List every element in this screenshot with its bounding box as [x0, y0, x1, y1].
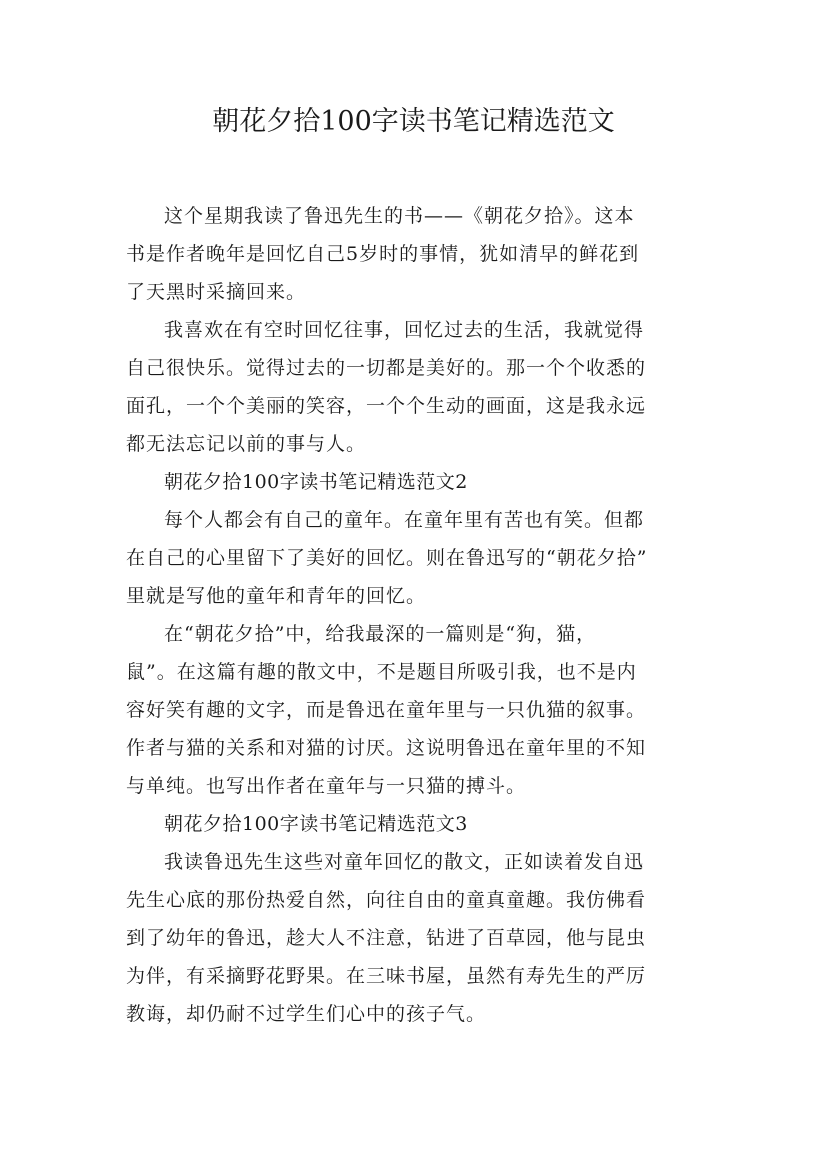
paragraph-line: 与单纯。也写出作者在童年与一只猫的搏斗。 [126, 775, 527, 797]
paragraph-line: 自己很快乐。觉得过去的一切都是美好的。那一个个收悉的 [126, 357, 647, 379]
paragraph-line: 作者与猫的关系和对猫的讨厌。这说明鲁迅在童年里的不知 [126, 737, 647, 759]
paragraph-line: 这个星期我读了鲁迅先生的书——《朝花夕拾》。这本 [164, 205, 635, 227]
document-title: 朝花夕拾100字读书笔记精选范文 [212, 106, 615, 137]
paragraph-line: 都无法忘记以前的事与人。 [126, 433, 367, 455]
paragraph [126, 311, 706, 463]
paragraph-line: 教诲，却仍耐不过学生们心中的孩子气。 [126, 1003, 487, 1025]
paragraph-line: 我喜欢在有空时回忆往事，回忆过去的生活，我就觉得 [164, 319, 645, 341]
paragraph-line: 里就是写他的童年和青年的回忆。 [126, 585, 427, 607]
paragraph [126, 501, 706, 615]
document-body [126, 197, 706, 1033]
paragraph-line: 书是作者晚年是回忆自己5岁时的事情，犹如清早的鲜花到 [126, 243, 640, 265]
section-heading: 朝花夕拾100字读书笔记精选范文2 [164, 471, 468, 493]
paragraph-line: 我读鲁迅先生这些对童年回忆的散文，正如读着发自迅 [164, 851, 645, 873]
paragraph-line: 每个人都会有自己的童年。在童年里有苦也有笑。但都 [164, 509, 645, 531]
paragraph-line: 在自己的心里留下了美好的回忆。则在鲁迅写的“朝花夕拾” [126, 547, 648, 569]
paragraph-line: 到了幼年的鲁迅，趁大人不注意，钻进了百草园，他与昆虫 [126, 927, 647, 949]
paragraph [126, 615, 706, 805]
paragraph-line: 为伴，有采摘野花野果。在三味书屋，虽然有寿先生的严厉 [126, 965, 647, 987]
section-heading: 朝花夕拾100字读书笔记精选范文3 [164, 813, 468, 835]
paragraph-line: 面孔，一个个美丽的笑容，一个个生动的画面，这是我永远 [126, 395, 647, 417]
paragraph [126, 843, 706, 1033]
paragraph-line: 在“朝花夕拾”中，给我最深的一篇则是“狗，猫， [164, 623, 597, 645]
paragraph-line: 容好笑有趣的文字，而是鲁迅在童年里与一只仇猫的叙事。 [126, 699, 647, 721]
paragraph-line: 了天黑时采摘回来。 [126, 281, 307, 303]
paragraph [126, 197, 706, 311]
paragraph-line: 先生心底的那份热爱自然，向往自由的童真童趣。我仿佛看 [126, 889, 647, 911]
paragraph-line: 鼠”。在这篇有趣的散文中，不是题目所吸引我，也不是内 [126, 661, 637, 683]
